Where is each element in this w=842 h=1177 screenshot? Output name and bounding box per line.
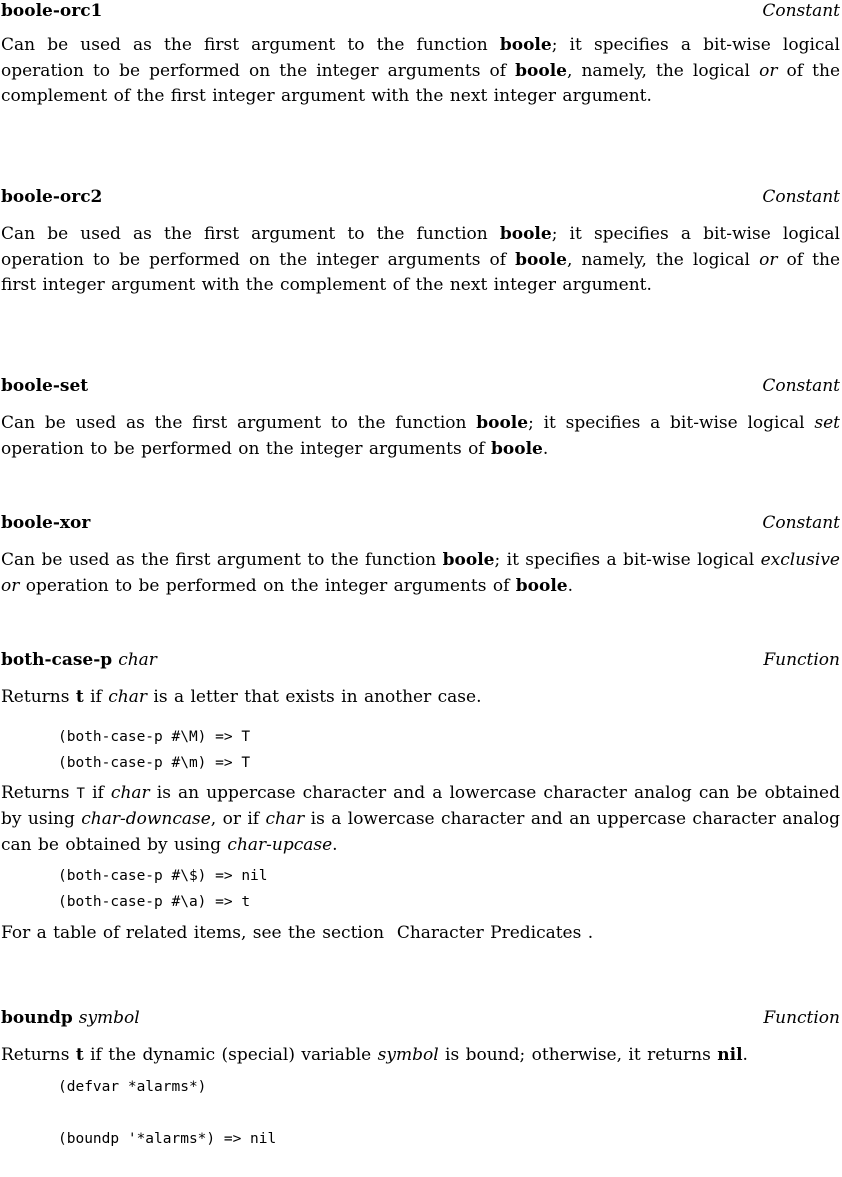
entry-kind: Function — [763, 650, 840, 670]
entry-args: char — [118, 650, 157, 670]
code-line: (defvar *alarms*) — [58, 1078, 207, 1095]
code-line: (both-case-p #\m) => T — [58, 754, 251, 771]
entry-description: Returns T if char is an uppercase character and a lowercase character analog can be obtained by using char-downcase, or if char is a lowercase character and an uppercase character analog can be obtained by using char-upcase. — [1, 782, 841, 856]
entry-description: Can be used as the first argument to the function boole; it specifies a bit-wise logical set operation to be performed on the integer arguments of boole. — [1, 413, 840, 459]
entry-name: both-case-p char — [1, 650, 157, 670]
entry-header — [0, 0, 842, 22]
entry-name: boole-orc1 — [1, 1, 103, 21]
entry-header — [0, 1007, 842, 1029]
entry-name: boole-set — [1, 376, 89, 396]
entry-both-case-p — [0, 649, 842, 947]
entry-see-also: For a table of related items, see the section Character Predicates . — [1, 922, 594, 943]
entry-description: Returns t if the dynamic (special) variable symbol is bound; otherwise, it returns nil. — [1, 1045, 748, 1065]
entry-boole-xor — [0, 512, 842, 599]
entry-header — [0, 649, 842, 671]
entry-boole-orc1 — [0, 0, 842, 110]
entry-boole-set — [0, 375, 842, 462]
code-line: (boundp '*alarms*) => nil — [58, 1130, 277, 1147]
code-line: (both-case-p #\a) => t — [58, 893, 251, 910]
code-example — [0, 863, 842, 915]
entry-kind: Constant — [762, 187, 840, 207]
entry-kind: Constant — [762, 1, 840, 21]
entry-description: Can be used as the first argument to the function boole; it specifies a bit-wise logical operation to be performed on the integer arguments of boole, namely, the logical or of the complement of the first integer argument with the next integer argument. — [1, 35, 841, 107]
code-example — [0, 1074, 842, 1152]
entry-description: Can be used as the first argument to the function boole; it specifies a bit-wise logical operation to be performed on the integer arguments of boole, namely, the logical or of the first integer argument with the complement of the next integer argument. — [1, 224, 841, 296]
entry-header — [0, 512, 842, 534]
entry-header — [0, 186, 842, 208]
entry-name: boole-orc2 — [1, 187, 103, 207]
entry-header — [0, 375, 842, 397]
entry-args: symbol — [78, 1008, 140, 1028]
code-line — [58, 1100, 842, 1126]
code-line: (both-case-p #\M) => T — [58, 728, 251, 745]
entry-kind: Constant — [762, 376, 840, 396]
entry-kind: Constant — [762, 513, 840, 533]
entry-name: boole-xor — [1, 513, 91, 533]
entry-boole-orc2 — [0, 186, 842, 299]
entry-boundp — [0, 1007, 842, 1152]
code-line: (both-case-p #\$) => nil — [58, 867, 268, 884]
entry-kind: Function — [763, 1008, 840, 1028]
entry-name: boundp symbol — [1, 1008, 140, 1028]
entry-description: Can be used as the first argument to the function boole; it specifies a bit-wise logical exclusive or operation to be performed on the integer arguments of boole. — [1, 550, 840, 596]
entry-description: Returns t if char is a letter that exists in another case. — [1, 687, 482, 707]
code-example — [0, 724, 842, 776]
